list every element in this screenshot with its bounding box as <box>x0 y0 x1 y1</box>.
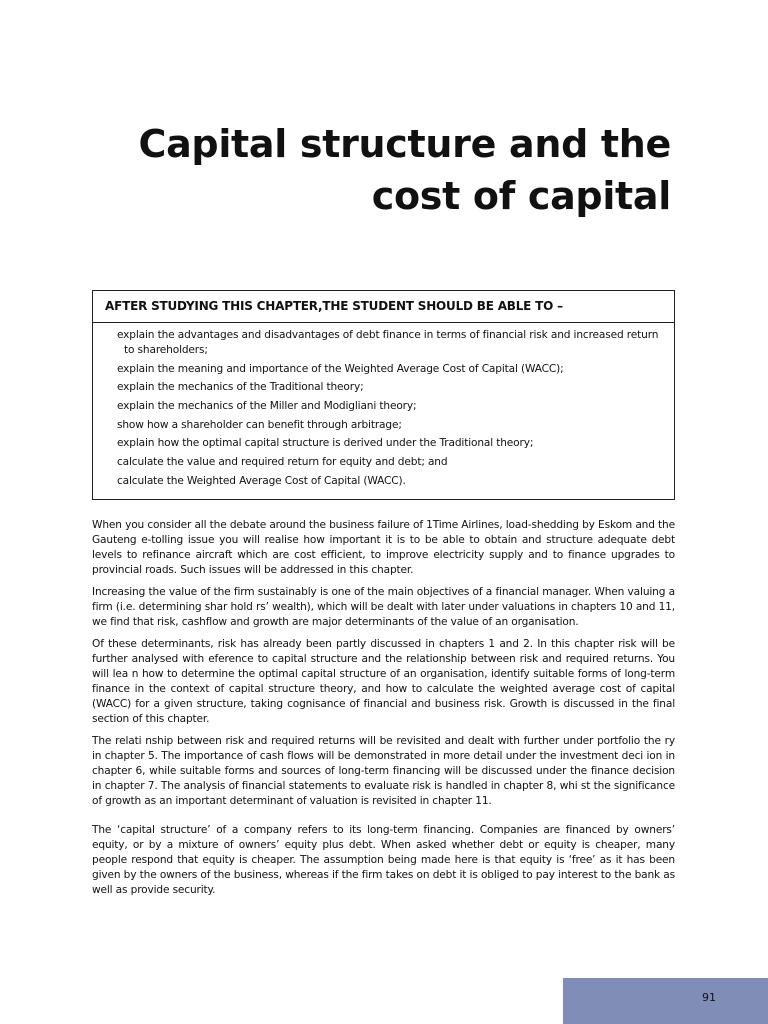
objective-item-text: explain the advantages and disadvantages of debt finance in terms of financial risk and increased return <box>117 329 659 341</box>
chapter-body <box>92 518 675 905</box>
body-paragraph: The relati nship between risk and required returns will be revisited and dealt with further under portfolio the ry in chapter 5. The importance of cash flows will be demonstrated in more detail under the investment deci ion in chapter 6, while suitable forms and sources of long-term financing will be discussed under the finance decision in chapter 7. The analysis of financial statements to evaluate risk is handled in chapter 8, whi st the significance of growth as an important determinant of valuation is revisited in chapter 11. <box>92 735 675 807</box>
objective-item <box>117 328 662 358</box>
chapter-title-line-2: cost of capital <box>371 174 671 218</box>
body-paragraph: Increasing the value of the firm sustainably is one of the main objectives of a financial manager. When valuing a firm (i.e. determining shar hold rs’ wealth), which will be dealt with later under valuations in chapters 10 and 11, we find that risk, cashflow and growth are major determinants of the value of an organisation. <box>92 586 675 628</box>
learning-objectives-list <box>93 323 674 489</box>
chapter-title-line-1: Capital structure and the <box>138 122 671 166</box>
body-paragraph: Of these determinants, risk has already been partly discussed in chapters 1 and 2. In this chapter risk will be further analysed with eference to capital structure and the relationship between risk and required returns. You will lea n how to determine the optimal capital structure of an organisation, identify suitable forms of long-term finance in the context of capital structure theory, and how to calculate the weighted average cost of capital (WACC) for a given structure, taking cognisance of financial and business risk. Growth is discussed in the final section of this chapter. <box>92 638 675 725</box>
chapter-title <box>111 118 671 222</box>
objective-item: show how a shareholder can benefit through arbitrage; <box>117 418 402 431</box>
body-paragraph: The ‘capital structure’ of a company refers to its long-term financing. Companies are financed by owners’ equity, or by a mixture of owners’ equity plus debt. When asked whether debt or equity is cheaper, many people respond that equity is cheaper. The assumption being made here is that equity is ‘free’ as it has been given by the owners of the business, whereas if the firm takes on debt it is obliged to pay interest to the bank as well as provide security. <box>92 824 675 896</box>
page-footer-band <box>563 978 768 1024</box>
learning-objectives-heading: AFTER STUDYING THIS CHAPTER,THE STUDENT SHOULD BE ABLE TO – <box>93 291 674 323</box>
learning-objectives-box <box>92 290 675 500</box>
body-paragraph: When you consider all the debate around the business failure of 1Time Airlines, load-shedding by Eskom and the Gauteng e-tolling issue you will realise how important it is to be able to obtain and structure adequate debt levels to refinance aircraft which are cost efficient, to improve electricity supply and to finance upgrades to provincial roads. Such issues will be addressed in this chapter. <box>92 519 675 576</box>
objective-item: explain how the optimal capital structure is derived under the Traditional theory; <box>117 437 534 450</box>
objective-item: explain the mechanics of the Miller and Modigliani theory; <box>117 400 417 413</box>
objective-item: explain the mechanics of the Traditional theory; <box>117 381 364 394</box>
page-number: 91 <box>702 991 716 1004</box>
objective-item-continuation: to shareholders; <box>124 344 208 356</box>
objective-item: calculate the Weighted Average Cost of Capital (WACC). <box>117 474 406 487</box>
objective-item: calculate the value and required return for equity and debt; and <box>117 456 448 469</box>
objective-item: explain the meaning and importance of the Weighted Average Cost of Capital (WACC); <box>117 362 564 375</box>
